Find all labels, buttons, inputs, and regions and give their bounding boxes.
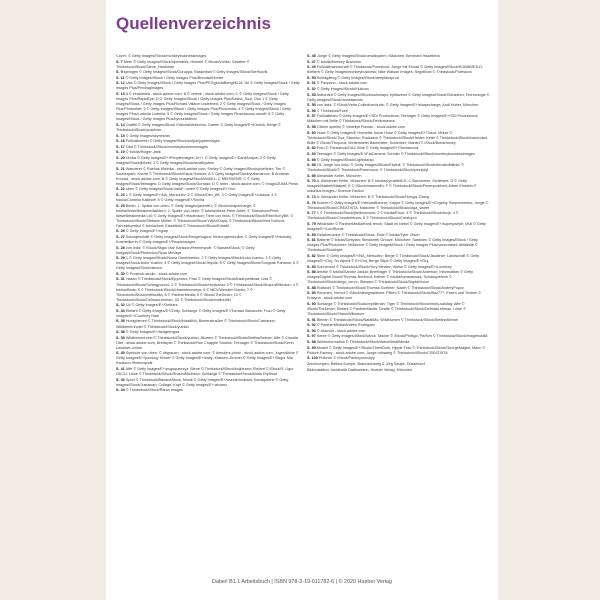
credit-entry — [307, 254, 491, 264]
credit-text: Rollstuhl © Thinkstock/iStock/Thomas Soellner; Nadel © Thinkstock/iStock/AndreyPopov — [316, 285, 464, 290]
credit-entry — [307, 286, 491, 291]
credit-entry — [116, 187, 300, 192]
credit-text: Amelie © fotolia/Sandor Jackal; Briefträger © Thinkstock/iStock/Antemon; Informatiker © Getty Images/Digital Vision/Thomas Northcut; Kellner © fotolia/tomstatocks; Schauspielerin © Thinkstock/iStock/diego_cervo; Steward © Thinkstock/iStock/DigitalVision — [307, 270, 474, 285]
credit-text: Astronaut © Getty Images/iStock/sshshaps; epiflazenn © Getty Images/iStock/Chiradech; Technologie © Getty Images/iStock/monstaensis — [307, 92, 490, 102]
credit-entry — [307, 65, 491, 75]
credit-entry — [116, 309, 300, 319]
credit-entry — [116, 76, 300, 81]
credit-text: © Getty Images/iStock / Getty Images Plus/BrendanHunter — [125, 75, 224, 80]
page-number: S. 34 — [116, 308, 125, 313]
credit-entry — [116, 256, 300, 271]
page-number: S. 43 — [116, 377, 125, 382]
page-number: S. 56 — [307, 108, 316, 113]
page-number: S. 22 — [116, 187, 125, 192]
page-number: S. 79 — [307, 221, 316, 226]
credit-entry — [307, 163, 491, 173]
page-number: S. 74 — [307, 195, 316, 200]
credit-text: Fußballverein © Getty Images/iStock/pidjoe/juptermages — [125, 139, 220, 144]
credit-text: © Thinkstock/iStock/Rania Images — [125, 388, 183, 393]
page-number: S. 9 — [116, 70, 123, 75]
credit-text: Hose © Getty Images/E+/bonetta; kurze Hose © Getty Images/E+/Tokur; Mütze © Thinkstock/iStock/Tiya_Stankov; Rucksack © Thinkstock/iStock/Helder; Kette © Thinkstock/iStock/Ivanicvlad; Brille © iStock/Thopova; Winterstiefel Bachmeier, Schleitner; Mantel © iStock/Bonamoney — [307, 130, 488, 145]
credit-text: © Thinkstock/Fuse — [316, 108, 348, 113]
page-number: S. 52 — [307, 87, 316, 92]
page-number: S. 49 — [307, 65, 316, 70]
credit-text: Sport © Thinkstock/BananaStock; Musik © Getty Images/E+/wunderinvicaat; Kunstgalerie © Getty Images/iStock/Justaican; Collage: Kopf © Getty Images/E+/alvarez — [116, 377, 289, 387]
page-number: S. 27 — [116, 234, 125, 239]
page-number: S. 70 — [307, 179, 316, 184]
credit-entry — [307, 125, 491, 130]
page-number: S. 82 — [307, 253, 316, 258]
credit-text: 1 © Getty Images/E+/NA_Merkuriev; 2 © iStock/Okn_Wt; 3 © Getty Images/E+/ozlawa; 4 © fotolia/Cornelia Kalkhoff; 5 © Getty Images/E+/Sncha — [116, 192, 278, 202]
page-number: S. 20 — [116, 155, 125, 160]
page-number: S. 55 — [307, 103, 316, 108]
credit-entry — [307, 114, 491, 124]
page-title: Quellenverzeichnis — [116, 14, 271, 33]
credit-entry — [307, 60, 491, 65]
credit-entry — [307, 346, 491, 356]
credit-text: springen © Getty Images/iStock/Goruppa; Basketball © Getty Images/iStock/SerrNovik — [123, 70, 268, 75]
credit-entry — [307, 195, 491, 200]
credit-entry — [307, 146, 491, 151]
credit-entry — [116, 336, 300, 351]
page-number: S. 58 — [307, 125, 316, 130]
credit-entry — [116, 367, 300, 377]
credit-text: Wildbienenhotel © Thinkstock/iStock/yuelan; Blumen © Thinkstock/iStock/BettinaSeimer; Affe © Claudia Otte - stock.adobe.com; Brettspiel © Thinkstock/Ron Chapple Studios; Teenager © Thinkstock/iStock/Kevin Landwer-Johan — [116, 335, 298, 350]
page-footer: Dabei! B1.1 Arbeitsbuch | ISBN 978-3-19-011782-6 | © 2020 Hueber Verlag — [212, 579, 392, 585]
credit-entry — [116, 156, 300, 166]
credit-entry — [307, 109, 491, 114]
credit-entry — [307, 87, 491, 92]
credit-text: Schulgeschäft © Getty Images/iStock/Sedgehogica; Heizungstechniker © Getty Images/E+/mbmdkj; Kosmetikerin © Getty Images/E+/Peopleimages — [116, 234, 292, 244]
credit-entry — [307, 179, 491, 194]
credit-entry — [116, 70, 300, 75]
credit-entry — [116, 92, 300, 122]
credit-text: Schlagzeug © Getty Images/iStock/deepblueprou — [316, 75, 399, 80]
credit-text: © Getty Images/E+/hedgehogsa — [125, 330, 180, 335]
credit-entry — [307, 302, 491, 317]
credit-text: © Paopano - stock.adobe.com — [316, 81, 368, 86]
credit-entry — [307, 362, 491, 367]
credit-entry — [116, 235, 300, 245]
credit-entry — [116, 145, 300, 150]
credit-text: Honigbienen © Thinkstock/iStock/NataliMo; Bienenstraßen © Thinkstock/iStock/Carrianne; Wildbienenhotel © Thinkstock/iStock/yuelan — [116, 319, 276, 329]
page-number: S. 16 — [116, 139, 125, 144]
page-number: S. 30 — [116, 271, 125, 276]
credit-text: © ahavoct - stock.adobe.com — [316, 328, 366, 333]
page-number: S. 44 — [116, 388, 125, 393]
credit-text: Wanderer © Ruexas Malinka - stock.adobe.com; Smiley © Getty Images/iStock/pixelleter; Tier © Saurierpark; Kirche © Thinkstock/iStock/Klaus Holitzer; A © Getty images/iStock/yuliamarcov; B Andreas Konrad - stock.adobe.com; B © Getty Images/iStock/vlaDEL; C MEISSENR; C © Getty Images/iStock/Irtimages; D Getty Images/iStock/Gorrado; D © fotes - stock.adobe.com; © Imago/ZUMA Press — [116, 166, 299, 186]
credit-text: Elefant © Getty Images/E+/Zetty; Schlange © Getty Images/E+/Tomasz Banaczek; Frau © Getty Images/E+/Courtney Hale — [116, 308, 286, 318]
left-column — [116, 54, 300, 394]
page-number: S. 12 — [116, 81, 125, 86]
credit-text: Meer © Getty Images/iStock/apomares; Himmel © iStock/Vorika; Gewitter © Thinkstock/iStock/Steve_Hardiman — [116, 59, 250, 69]
credit-entry — [116, 139, 300, 144]
credit-entry — [116, 81, 300, 91]
credit-text: Hasan © Thinkstock/iStock/Epyzomo; Frau © Getty Images/iStock/lusanpettkowi; Lisa © Thinkstock/iStock/Schlagpuzoro; 2 © Thinkstock/iStock/repticanal; 3 © Thinkstock/iStock/ShaunWilkinson; 4 © fotolia/Bade; 5 © Thinkstock/iStock/chameleonseye; 6 © MEV/Wendler Martin; 7 © Thinkstock/iStock/meltoutfld; 8 © PantherMedia; 9 © iStock/TheDman; 10 © Thinkstock/iStock/DelmasLehman; Ü2 © Thinkstock/iStock/meltoutfld — [116, 277, 299, 302]
page-number: S. 68 — [307, 163, 316, 168]
credit-text: Junge © Getty Images/iStock/omalicydem; Mädchen: Bernhard Haselbeck — [316, 54, 441, 58]
credit-text: Gitarre spielen © Vedeliye Roman - stock.adobe.com — [316, 125, 406, 130]
credit-entry — [307, 174, 491, 179]
credit-entry — [307, 368, 491, 373]
credit-entry — [307, 265, 491, 270]
credit-text: Frau © Thinkstock/DAJ; Blue © Getty Images/E+/Tarchanova — [316, 146, 419, 151]
credit-text: Küchen © Getty Images/E+/eleveditionexe; Kappe © Getty Images/E+/Evgeniy Skripnichenko; Junge © Thinkstock/iStock/CREATISTA; Mädchen © Thinkstock/iStock/olga_sweet — [307, 200, 489, 210]
page-number: S. 36 — [116, 319, 125, 324]
credit-text: Üroba © Getty Images/E+/Peopleimages; Üri + © Getty Images/E+/DanilAndjus; 2 © Getty Images/iStock/jbforst; 3 © Getty Images/iStock/small/ystem — [116, 155, 276, 165]
credit-text: Fußballmannschaft © Thinkstock/Purestock; Junge mit Einrad © Getty Images/iStock/KOBABSGLD; Klettern © Getty Images/monkeybusiness; Nike Watson Images; Segelboot © Thinkstock/Purestock — [307, 65, 483, 75]
credit-text: Cover: © Getty Images/iStock/monkeybusinessimages — [116, 54, 207, 58]
credit-text: © Getty Images/iStock/Kiukoon — [316, 87, 369, 92]
page-number: S. 69 — [307, 173, 316, 178]
credit-text: Fußballteam © Getty Images/E+/SDI Productions; Teenager © Getty Images/E+/SDI Productions; Mädchen mit Brille © Thinkstock/iStock/Denkruseavs — [307, 114, 479, 124]
page-number: S. 50 — [307, 75, 316, 80]
page-number: S. 23 — [116, 192, 125, 197]
page-number: S. 57 — [307, 114, 316, 119]
credit-text: O1 Junge von links: © Getty Images/iStock/Espinil; © Thinkstock/iStock/demidoffalinis; © Thinkstock/iStock/© Thinkstock/Pokemoon; © Thinkstock/iStock/pixelpzyl — [307, 163, 464, 173]
page-number: S. 77 — [307, 211, 316, 216]
page-number: S. 53 — [307, 92, 316, 97]
credit-entry — [116, 123, 300, 133]
credit-text: von links: © iStock/Velta Collection/durts; © Getty Images/E+/shapecharge; Andi Huber, München — [316, 103, 479, 108]
credit-entry — [307, 93, 491, 103]
credit-entry — [116, 272, 300, 277]
document-page — [106, 0, 498, 600]
credit-text: Usa © Getty Images/iStock / Getty Images Plus/PEGgiuntaBengt/KLM; Üri © Getty Images/iStock / Getty Images Plus/Predragimages — [116, 81, 300, 91]
credit-entry — [307, 81, 491, 86]
credit-entry — [116, 54, 300, 59]
credit-entry — [116, 204, 300, 229]
page-number: S. 88 — [307, 285, 316, 290]
credit-entry — [116, 60, 300, 70]
credit-text: Gefahrenzone © Thinkstock/iStock; Erde © fotolia/Tyler Olson — [316, 232, 420, 237]
credit-entry — [116, 246, 300, 256]
credit-text: Sonnenhut © Thinkstock/iStock/Yury Minaev; Wiese © Getty Images/E+/Lovelvey — [316, 264, 452, 269]
page-number: S. 76 — [307, 200, 316, 205]
page-number: S. 32 — [116, 303, 125, 308]
credit-entry — [116, 388, 300, 393]
page-number: S. 41 — [116, 367, 125, 372]
credit-entry — [307, 152, 491, 157]
page-number: S. 90 — [307, 302, 316, 307]
credit-text: A. Alexander Keller, München; B © fotolia/pyrusbildCK; C Bachmeier, Schleisee; D © Getty Images/Masket/Maskell; E © iStock/mammuth; F © Thinkstock/iStock/Pavenpolched; Albert Einstein © maurtius images / Science Faction — [307, 179, 477, 194]
page-number: S. 39 — [116, 335, 125, 340]
credit-text: Bildredaktion: Annabelle Dadinenann, Hueber Verlag, München — [307, 367, 413, 372]
credit-entry — [307, 76, 491, 81]
credit-entry — [307, 318, 491, 323]
credit-text: © Getty Images/iStock/Lightstarsp — [316, 157, 374, 162]
page-number: S. 66 — [307, 157, 316, 162]
page-number: S. 11 — [116, 75, 125, 80]
page-number: S. 19 — [116, 150, 125, 155]
page-number: S. 47 — [307, 59, 316, 64]
credit-text: Affe © Getty Images/E+/pugsqueezyz; Biene © Thinkstock/iStock/kojihirano; Elefant © iStock/S. Ugur OKCU; Löwe © Thinkstock/iStock/ShaunWilkinson; Schlange © Thinkstock/iStock/Maria Dryfhout — [116, 367, 294, 377]
credit-text: © PantherMedia/Andres Rodriguez — [316, 323, 376, 328]
credit-text: Berlin: 1. Spalte von oben: © Getty Images/jacente1; © iStock/shapecharge; © fotolia/WaveBreakmediaMicro; 2. Spalte von oben: © fotolia/Alexa-Peter Adler; © Thinkstock/Pixel; WaveBreakmedia Ltd; © Getty Images/E+/Hadenson; Tiere von links: © Thinkstock/iStock/RbbVtIcKyBK; © Thinkstock/iStock/Stefanie Müller; © Thinkstock/iStock/YWAKDaya; © Thinkstock/iStock/Irina Kahova; Fahrradsymbol © fotolia/tunt; Eiszeitbild © Thinkstock/iStock/EdnaM — [116, 203, 294, 228]
page-number: S. 25 — [116, 203, 125, 208]
page-number: S. 86 — [307, 270, 316, 275]
credit-entry — [307, 238, 491, 253]
page-number: S. 29 — [116, 256, 125, 261]
credit-text: von links: © iStock/Stigur Mar Karlsson/Heimmyndir; © BananaStock; © Getty Images/iStock/Photoolov/Ryan McVaye — [116, 245, 255, 255]
credit-text: 1 © Thinkstock/iStock/jtmilovanovic; 2 © fotolia/Einur; 3 © Thinkstock/iStock/lsvjk; 4 © Thinkstock/iStock/Crossfelnboss; 5 © Thinkstock/iStock/Creatopro — [307, 211, 459, 221]
page-number: S. 93 — [307, 328, 316, 333]
credit-text: Symbole von oben: © dbgrauen - stock.adobe.com; © blenders photo - stock.adobe.com; Jugendliche © Getty Images/E+/jcooksg; Kinder © Getty Images/E+/kaby; Klassen-Zimmer © Getty Images/E+/Stigur Mar Karlsson /Heimmyndir — [116, 351, 299, 366]
credit-text: A © zeaiamaia - stock.adobe.com; B © velimir - stock.adobe.com; C © Getty Images/iStock / Getty Images Plus/RapidEye; D © Getty Images/iStock / Getty Images Plus/Sasha_Suzi; Osu 1 © Getty Images/iStock / Getty Images Plus/Richard Villalon undefined; 2 © Getty Images/iStock / Getty Images Plus/Photoobet; 3 © Getty Images/iStock / Getty Images Plus/Photomick; 4 © Getty Images/iStock / Getty Images Plus/Ludmila Ludmila; 5 © Getty Images/iStock / Getty Images Plus/ntaurus-sesoft; 6 © Getty Images/iStock / Getty Images Plus/bymuratdeniz — [116, 92, 291, 122]
page-number: S. 38 — [116, 330, 125, 335]
credit-text: Stein © Getty Images/E+/NA_Merkuliev; Berge © Thinkstock/iStock/Jacaltner; Landschaft © Getty Images/E+/Ouj; Tor Alpeni © E+/Ouj; Berge Stipa © Getty Images/E+/Ouj — [307, 253, 480, 263]
credit-text: Wolkenformation © Thinkstock/iStock/WaveBreakMedia — [316, 340, 410, 345]
page-number: S. 17 — [116, 144, 125, 149]
page-number: S. 99 — [307, 345, 316, 350]
credit-text: oben © Getty Images/iStock/JackF; unten © Getty Images/E+/Yuri — [125, 187, 236, 192]
credit-text: Bienen © Thinkstock/iStock/NataliMo; Wildblumen © Thinkstock/iStock/BettinaSeimer — [316, 317, 459, 322]
page-number: S. 31 — [116, 277, 125, 282]
page-number: S. 60 — [307, 130, 316, 135]
credit-entry — [116, 303, 300, 308]
credit-text: Schlange © Thinkstock/iStock/reptilienah; Tiger © Thinkstock/iStock/melis-salldag; Affe © iStock/TheDman; Elefant © PantherMedia; Giraffe © Thinkstock/iStock/DelmasLehman; Löwe © Thinkstock/iStock/ShaunWilkinson — [307, 302, 467, 317]
credit-entry — [307, 291, 491, 301]
credit-entry — [307, 211, 491, 221]
credit-entry — [307, 329, 491, 334]
page-number: S. 100 — [307, 356, 318, 361]
credit-text: Pullover © iStock/Pakhnyushchyy — [318, 356, 375, 361]
credit-text: © fotolia/Holger Jank — [125, 150, 161, 155]
credit-entry — [116, 134, 300, 139]
credit-entry — [116, 229, 300, 234]
credit-text: 1 © Getty Images/iStock/Nonia Omelchenko; 2 © Getty Images/iStock/Lubo Ivanko; 3 © Getty Images/iStock/Amin Yusifov; 4 © Getty Images/iStock/Jmyots; 5 © Getty Images/iStock/Songsak Paname; 6 © Getty Images/iStock/ukmon — [116, 256, 299, 271]
credit-entry — [116, 193, 300, 203]
credit-text: Kerze © Getty Images/iStock/Vanui; Tasche © iStock/Philsgo; Parfüm © Thinkstock/iStock/imagehub88 — [316, 334, 488, 339]
credit-text: Graffiti © Getty Images/iStock Editorial/Anticcios; Garten © Getty Images/E+/Kerrick; Berge © Thinkstock/iStock/ycashner — [116, 122, 281, 132]
page-number: S. 83 — [307, 264, 316, 269]
page-number: S. 13 — [116, 92, 125, 97]
credit-text: A: Alexander Keller, München; B © Thinkstock/iStock/Hongqi Zhang — [316, 195, 429, 200]
credit-text: Rauchen, Verbot © iStock/designaldtone; Pflicht © Thinkstock/iStock/Baz777; Essen und Trinken © Kristyna - stock.adobe.com — [307, 291, 482, 301]
credit-text: © fotolia/Monkey Business — [316, 59, 362, 64]
page-number: S. 63 — [307, 151, 316, 156]
page-number: S. 14 — [116, 122, 125, 127]
credit-entry — [307, 334, 491, 339]
credit-entry — [116, 150, 300, 155]
credit-entry — [307, 340, 491, 345]
credit-entry — [116, 378, 300, 388]
credit-text: Windräder © PantherMedia/frank rench; Stadt im Nebel © Getty Images/E+/superjoseph; Müll © Getty Images/E+/LordRunar — [307, 221, 486, 231]
page-number: S. 89 — [307, 291, 316, 296]
credit-entry — [307, 103, 491, 108]
credit-entry — [307, 131, 491, 146]
credit-entry — [307, 222, 491, 232]
credit-text: © Getty Images/skynesher — [125, 133, 171, 138]
credit-text: Alexander Keller, München — [316, 173, 362, 178]
credit-entry — [116, 351, 300, 366]
credit-entry — [307, 356, 491, 361]
page-number: S. 80 — [307, 232, 316, 237]
credit-entry — [307, 54, 491, 59]
page-number: S. 45 — [307, 54, 316, 58]
right-column — [307, 54, 491, 373]
page-number: S. 92 — [307, 323, 316, 328]
page-number: S. 91 — [307, 317, 316, 322]
page-number: S. 26 — [116, 229, 125, 234]
credit-text: Ü4 © Getty Images/E+/Delbars — [125, 303, 178, 308]
page-number: S. 28 — [116, 245, 125, 250]
credit-entry — [307, 158, 491, 163]
page-number: S. 62 — [307, 146, 316, 151]
credit-entry — [307, 270, 491, 285]
credit-entry — [307, 323, 491, 328]
credit-text: Zeichnungen: Bettina Kumpe, Braunschweig & Jörg Saupe, Düsseldorf — [307, 361, 425, 366]
credit-text: Modell © Getty Images/E+/StudioThreeDots; Hippie Frau © Thinkstock/iStock/GeorgeMagini; Mann © Picture-Factory - stock.adobe.com; Junge rothaarig © Thinkstock/iStock/CREATISTA — [307, 345, 486, 355]
credit-text: Batterie © fotolia/Gettytan; Steckleiter Grouve, München; Sardinen © Getty Images/iStock / Getty Images Plus/Photobeer; Mülltonne © Getty Images/iStock / Getty Images Plus/nanuvnasef; Abfallsite © Thinkstock/Stockbyte — [307, 238, 478, 253]
credit-entry — [116, 277, 300, 302]
page-number: S. 15 — [116, 133, 125, 138]
page-number: S. 81 — [307, 238, 316, 243]
credit-entry — [116, 330, 300, 335]
credit-entry — [307, 201, 491, 211]
credit-entry — [307, 233, 491, 238]
page-number: S. 97 — [307, 334, 316, 339]
credit-entry — [116, 319, 300, 329]
credit-text: Oba © Thinkstock/iStock/monkeybusinessimages — [125, 144, 208, 149]
page-number: S. 51 — [307, 81, 316, 86]
page-number: S. 21 — [116, 166, 125, 171]
page-number: S. 7 — [116, 59, 123, 64]
credit-text: Teenager © Getty Images/E+/FatCamera; Schüler © Thinkstock/iStock/monkeybusinessimages — [316, 151, 475, 156]
page-number: S. 98 — [307, 340, 316, 345]
credit-text: © Getty Images/E+/xgrap — [125, 229, 169, 234]
credit-entry — [116, 167, 300, 187]
credit-text: © Prostock-studio - stock.adobe.com — [125, 271, 188, 276]
page-number: S. 40 — [116, 351, 125, 356]
